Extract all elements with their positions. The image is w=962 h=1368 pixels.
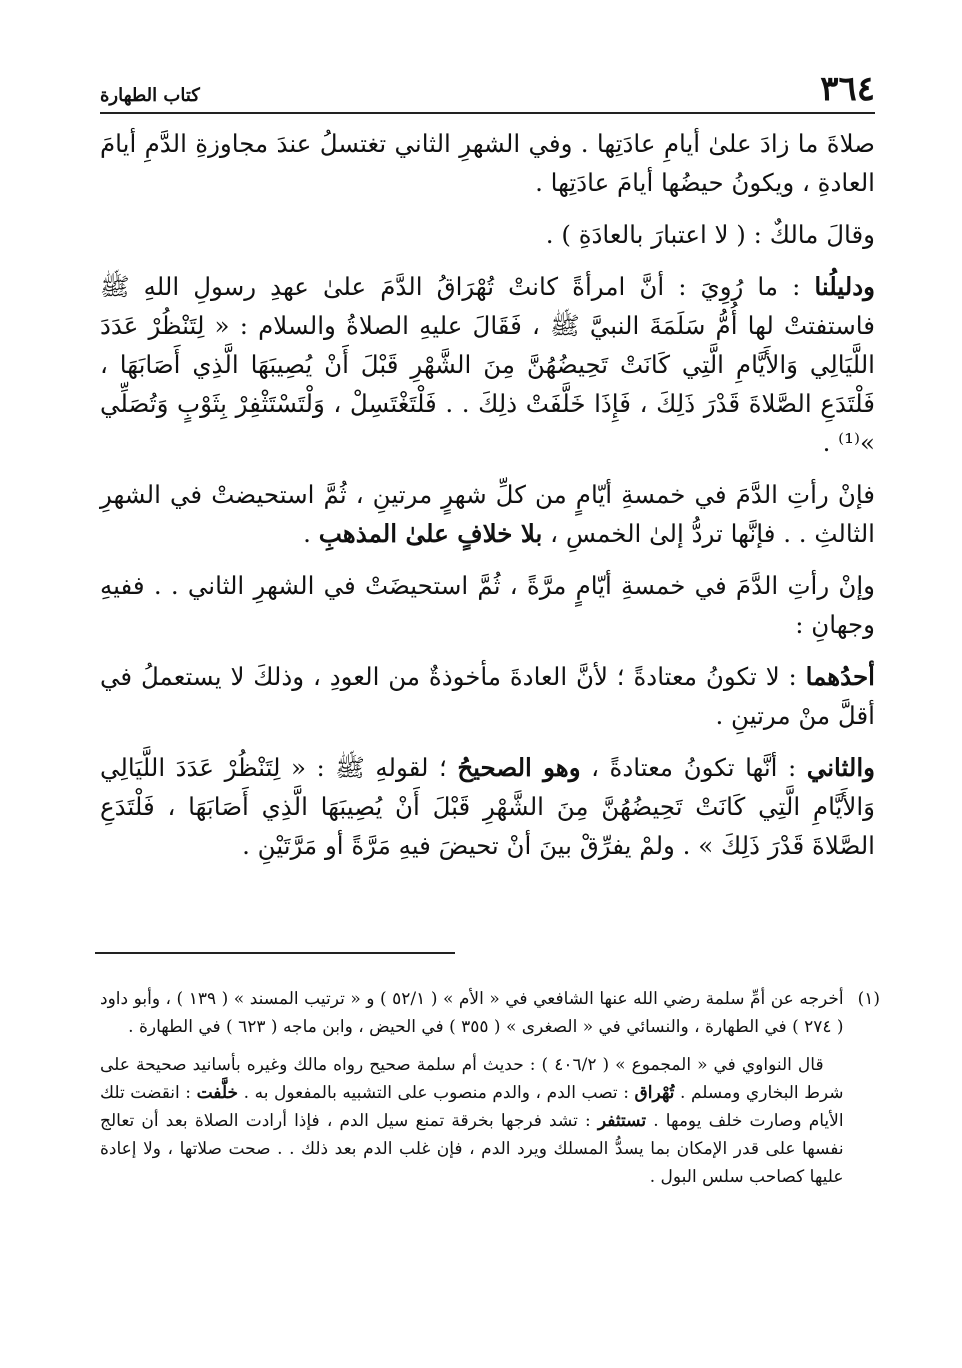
footnote-marker: (١) <box>857 989 880 1009</box>
bold-term: أحدُهما <box>805 662 875 691</box>
paragraph <box>100 748 875 865</box>
footnote-commentary <box>100 1051 844 1191</box>
text-run: : أنَّها تكونُ معتادةً ، <box>580 753 807 782</box>
paragraph <box>100 215 875 254</box>
page-number: ٣٦٤ <box>820 69 875 109</box>
bold-term: بلا خلافٍ علىٰ المذهبِ <box>318 519 543 548</box>
text-run: صلاةَ ما زادَ علىٰ أيامِ عادَتِها . وفي الشهرِ الثاني تغتسلُ عندَ مجاوزةِ الدَّمِ أيامَ العادةِ ، ويكونُ حيضُها أيامَ عادَتِها . <box>100 129 875 197</box>
text-run: قال النواوي في « المجموع » ( ٤٠٦/٢ ) : حديث أم سلمة صحيح رواه مالك وغيره بأسانيد صحيحة على شرط البخاري ومسلم . <box>100 1055 844 1103</box>
bold-term: خلَّفت <box>196 1083 239 1103</box>
paragraph <box>100 124 875 202</box>
footnote-citation: أخرجه عن أمِّ سلمة رضي الله عنها الشافعي في « الأم » ( ٥٢/١ ) و « ترتيب المسند » ( ١٣٩ ) ، وأبو داود ( ٢٧٤ ) في الطهارة ، والنسائي في « الصغرى » ( ٣٥٥ ) في الحيض ، وابن ماجه ( ٦٢٣ ) في الطهارة . <box>100 989 844 1037</box>
paragraph <box>100 566 875 644</box>
footnotes <box>100 985 880 1191</box>
text-run: : ما رُوِيَ : أنَّ امرأةً كانتْ تُهْرَاقُ الدَّمَ علىٰ عهدِ رسولِ اللهِ ﷺ فاستفتتْ لها أُمُّ سَلَمَةَ النبيَّ ﷺ ، فَقَالَ عليهِ الصلاةُ والسلام : « لِتَنْظُرْ عَدَدَ اللَّيَالِي وَالأَيَّامِ الَّتِي كَانَتْ تَحِيضُهُنَّ مِنَ الشَّهْرِ قَبْلَ أَنْ يُصِيبَهَا الَّذِي أَصَابَهَا ، فَلْتَدَعِ الصَّلاةَ قَدْرَ ذَلِكَ ، فَإِذَا خَلَّفَتْ ذلِكَ . . فَلْتَغْتَسِلْ ، وَلْتَسْتَثْفِرْ بِثَوْبٍ وَتُصَلِّي »⁽¹⁾ . <box>100 272 875 457</box>
running-title: كتاب الطهارة <box>100 85 200 106</box>
footnote-1 <box>100 985 880 1191</box>
page-header <box>100 62 875 114</box>
text-run: وقالَ مالكٌ : ( لا اعتبارَ بالعادَةِ ) . <box>545 220 875 249</box>
footnote-divider <box>95 952 455 954</box>
text-run: : تصب الدم ، والدم منصوب على التشبيه بالمفعول به . <box>238 1083 635 1103</box>
text-run: : تشد فرجها بخرقة تمنع سيل الدم ، فإذا أرادت الصلاة بعد أن تعالج نفسها على قدر الإمكان بما يسدُّ المسلك ويرد الدم ، فإن غلب الدم بعد ذلك . . صحت صلاتها ، ولا إعادة عليها كصاحب سلس البول . <box>100 1111 844 1187</box>
paragraph <box>100 475 875 553</box>
bold-term: وهو الصحيحُ <box>457 753 581 782</box>
text-run: وإنْ رأتِ الدَّمَ في خمسةِ أيّامٍ مرَّةً ، ثُمَّ استحيضَتْ في الشهرِ الثاني . . ففيهِ وجهانِ : <box>100 571 875 639</box>
paragraph <box>100 657 875 735</box>
text-run: . <box>303 519 319 548</box>
bold-term: تستثفر <box>597 1111 647 1131</box>
bold-term: تُهْراق <box>634 1083 675 1103</box>
bold-term: والثاني <box>806 753 875 782</box>
text-run: فإنْ رأتِ الدَّمَ في خمسةِ أيّامٍ من كلِّ شهرٍ مرتينِ ، ثُمَّ استحيضتْ في الشهرِ الثالثِ . . فإنَّها تردُّ إلىٰ الخمسِ ، <box>100 480 875 548</box>
bold-term: ودليلُنا <box>814 272 875 301</box>
text-run: ؛ لقولهِ ﷺ : « لِتَنْظُرْ عَدَدَ اللَّيَالِي وَالأَيَّامِ الَّتِي كَانَتْ تَحِيضُهُنَّ مِنَ الشَّهْرِ قَبْلَ أَنْ يُصِيبَهَا الَّذِي أَصَابَهَا ، فَلْتَدَعِ الصَّلاةَ قَدْرَ ذَلِكَ » . ولمْ يفرِّقْ بينَ أنْ تحيضَ فيهِ مَرَّةً أو مَرَّتَيْنِ . <box>100 753 875 860</box>
paragraph <box>100 267 875 462</box>
text-run: : لا تكونُ معتادةً ؛ لأنَّ العادةَ مأخوذةٌ من العودِ ، وذلكَ لا يستعملُ في أقلَّ منْ مرتينِ . <box>100 662 875 730</box>
main-text <box>100 118 875 878</box>
footnote-text <box>100 985 844 1191</box>
text-run: : انقضت تلك الأيام وصارت خلف يومها . <box>100 1083 844 1131</box>
